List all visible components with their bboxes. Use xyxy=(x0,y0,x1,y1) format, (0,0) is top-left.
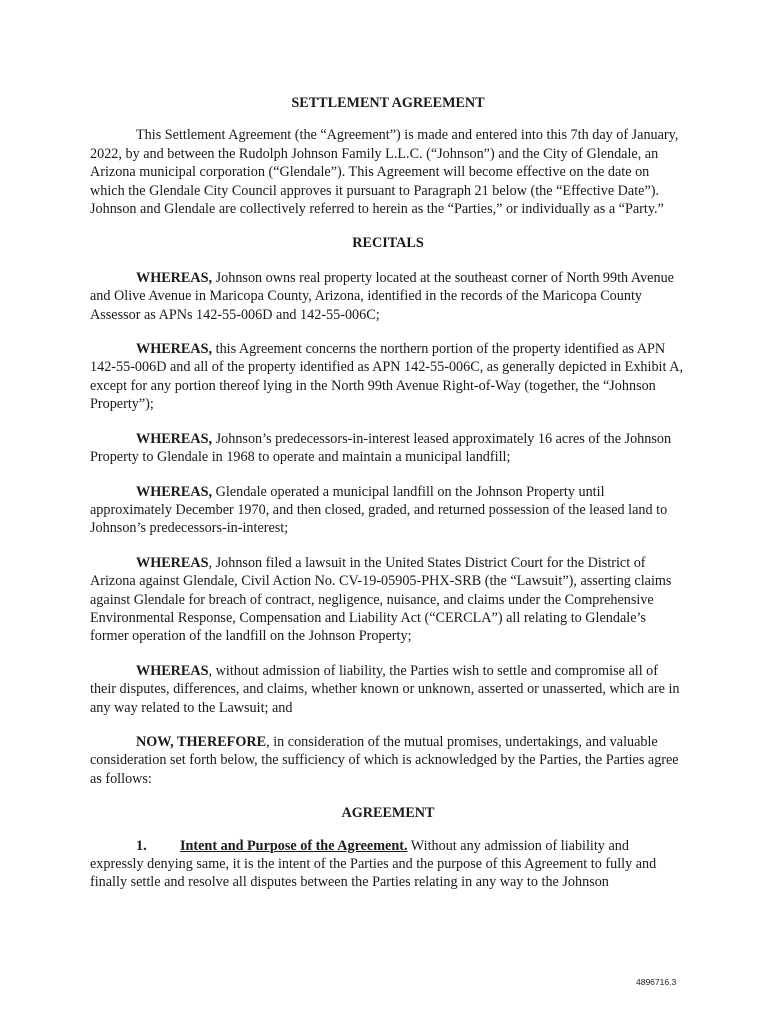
recital-text: , Johnson filed a lawsuit in the United States District Court for the District of Arizona against Glendale, Civil Action No. CV-19-05905-PHX-SRB (the “Lawsuit”), asserting claims against Glendale for breach of contract, negligence, nuisance, and claims under the Comprehensive Environmental Response, Compensation and Liability Act (“CERCLA”) all relating to Glendale’s former operation of the landfill on the Johnson Property; xyxy=(90,554,672,645)
recital-lead: WHEREAS xyxy=(136,554,209,571)
recital-paragraph xyxy=(90,430,686,467)
recital-text: Glendale operated a municipal landfill on the Johnson Property until approximately December 1970, and then closed, graded, and returned possession of the leased land to Johnson’s predecessors-in-interest; xyxy=(90,483,668,537)
intro-paragraph: This Settlement Agreement (the “Agreement”) is made and entered into this 7th day of January, 2022, by and between the Rudolph Johnson Family L.L.C. (“Johnson”) and the City of Glendale, an Arizona municipal corporation (“Glendale”). This Agreement will become effective on the date on which the Glendale City Council approves it pursuant to Paragraph 21 below (the “Effective Date”). Johnson and Glendale are collectively referred to herein as the “Parties,” or individually as a “Party.” xyxy=(90,127,679,218)
document-id-footer: 4896716.3 xyxy=(636,977,677,987)
recitals-heading: RECITALS xyxy=(352,235,424,252)
recital-paragraph xyxy=(90,340,686,414)
recital-paragraph xyxy=(90,554,686,646)
recital-text: Johnson owns real property located at the southeast corner of North 99th Avenue and Olive Avenue in Maricopa County, Arizona, identified in the records of the Maricopa County Assessor as APNs 142-55-006D and 142-55-006C; xyxy=(90,269,674,323)
section-text: Without any admission of liability and expressly denying same, it is the intent of the Parties and the purpose of this Agreement to fully and finally settle and resolve all disputes between the Parties relating in any way to the Johnson xyxy=(90,837,657,891)
section-paragraph xyxy=(90,837,686,892)
recital-lead: WHEREAS, xyxy=(136,269,213,286)
document-title: SETTLEMENT AGREEMENT xyxy=(291,95,485,111)
now-therefore-paragraph xyxy=(90,733,686,788)
section-number: 1. xyxy=(136,837,147,854)
recital-text: Johnson’s predecessors-in-interest leased approximately 16 acres of the Johnson Property to Glendale in 1968 to operate and maintain a municipal landfill; xyxy=(90,430,672,466)
recital-paragraph xyxy=(90,483,686,538)
recital-paragraph xyxy=(90,269,686,324)
recital-lead: NOW, THEREFORE xyxy=(136,733,267,750)
recital-lead: WHEREAS xyxy=(136,662,209,679)
agreement-heading: AGREEMENT xyxy=(341,805,435,822)
recital-text: , in consideration of the mutual promises, undertakings, and valuable consideration set forth below, the sufficiency of which is acknowledged by the Parties, the Parties agree as follows: xyxy=(90,733,679,787)
recital-lead: WHEREAS, xyxy=(136,341,213,358)
section-title: Intent and Purpose of the Agreement. xyxy=(180,837,408,854)
recital-text: this Agreement concerns the northern portion of the property identified as APN 142-55-006D and all of the property identified as APN 142-55-006C, as generally depicted in Exhibit A, except for any portion thereof lying in the North 99th Avenue Right-of-Way (together, the “Johnson Property”); xyxy=(90,341,683,413)
recital-lead: WHEREAS, xyxy=(136,430,213,447)
recital-lead: WHEREAS, xyxy=(136,483,213,500)
document-body xyxy=(90,94,686,892)
recital-paragraph xyxy=(90,662,686,717)
recital-text: , without admission of liability, the Parties wish to settle and compromise all of their disputes, differences, and claims, whether known or unknown, asserted or unasserted, which are in any way related to the Lawsuit; and xyxy=(90,662,680,716)
